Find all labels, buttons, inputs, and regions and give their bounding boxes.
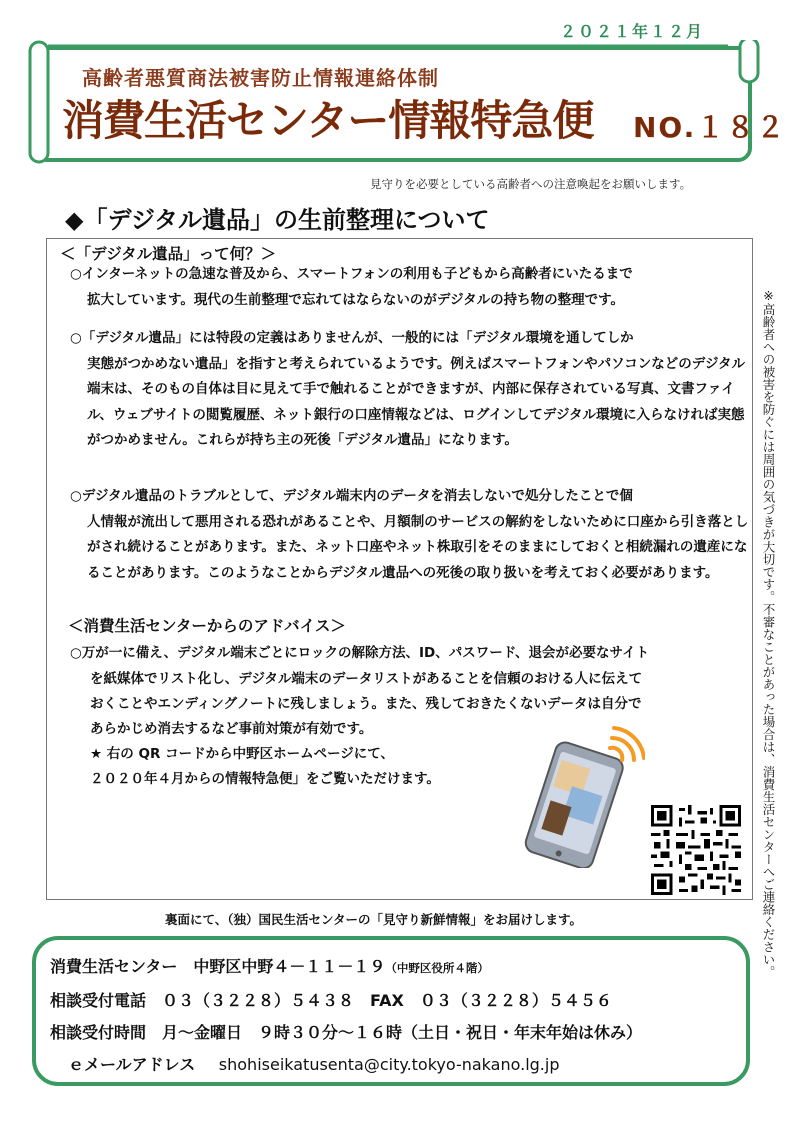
advice-line: を紙媒体でリスト化し、デジタル端末のデータリストがあることを信頼のおける人に伝えて	[90, 671, 643, 687]
paragraph-1	[70, 262, 750, 313]
back-page-note: 裏面にて、（独）国民生活センターの「見守り新鮮情報」をお届けします。	[165, 912, 583, 927]
issue-date: ２０２１年１２月	[560, 22, 705, 41]
top-note: 見守りを必要としている高齢者への注意喚起をお願いします。	[370, 177, 692, 191]
section-title-advice: ＜消費生活センターからのアドバイス＞	[68, 617, 346, 635]
email-address[interactable]: shohiseikatusenta@city.tokyo-nakano.lg.jp	[218, 1055, 560, 1074]
consultation-hours: 相談受付時間 月～金曜日 ９時３０分～１６時（土日・祝日・年末年始は休み）	[50, 1023, 643, 1042]
qr-code-icon[interactable]	[651, 805, 741, 895]
paragraph-1-first: ○インターネットの急速な普及から、スマートフォンの利用も子どもから高齢者にいたるまで	[70, 266, 633, 282]
paragraph-1-rest: 拡大しています。現代の生前整理で忘れてはならないのがデジタルの持ち物の整理です。	[87, 291, 625, 308]
email-row	[68, 1052, 560, 1075]
phone-fax: 相談受付電話 ０３（３２２８）５４３８ FAX ０３（３２２８）５４５６	[50, 991, 612, 1010]
paragraph-3	[70, 484, 750, 586]
advice-line: おくことやエンディングノートに残しましょう。また、残しておきたくないデータは自分で	[90, 696, 642, 712]
subtitle: 高齢者悪質商法被害防止情報連絡体制	[82, 66, 439, 90]
advice-line: ○万が一に備え、デジタル端末ごとにロックの解除方法、ID、パスワード、退会が必要なサイト	[70, 645, 650, 661]
main-title: 消費生活センター情報特急便	[62, 96, 594, 145]
qr-guide-line: ２０２０年４月からの情報特急便」をご覧いただけます。	[90, 771, 440, 787]
center-address-main: 消費生活センター 中野区中野４－１１－１９	[50, 957, 386, 976]
section-title-what: ＜「デジタル遺品」って何？＞	[60, 245, 277, 263]
paragraph-2-rest: 実態がつかめない遺品」を指すと考えられているようです。例えばスマートフォンやパソコンなどのデジタル端末は、そのもの自体は目に見えて手で触れることができますが、内部に保存されている写真、文書ファイル、ウェブサイトの閲覧履歴、ネット銀行の口座情報などは、ログインしてデジタル環境に入らなければ実態がつかめません。これらが持ち主の死後「デジタル遺品」になります。	[87, 355, 745, 448]
article-heading: ◆「デジタル遺品」の生前整理について	[65, 206, 490, 234]
email-label: ｅメールアドレス	[68, 1055, 196, 1074]
issue-number: NO.１８２	[633, 111, 787, 144]
paragraph-3-rest: 人情報が流出して悪用される恐れがあることや、月額制のサービスの解約をしないために口座から引き落としがされ続けることがあります。また、ネット口座やネット株取引をそのままにしておくと相続漏れの遺産になることがあります。このようなことからデジタル遺品への死後の取り扱いを考えておく必要があります。	[87, 513, 749, 581]
paragraph-2-first: ○「デジタル遺品」には特段の定義はありませんが、一般的には「デジタル環境を通してしか	[70, 330, 634, 346]
paragraph-3-first: ○デジタル遺品のトラブルとして、デジタル端末内のデータを消去しないで処分したことで個	[70, 488, 633, 504]
paragraph-2	[70, 326, 750, 454]
qr-guide-line: ★ 右の QR コードから中野区ホームページにて、	[90, 746, 395, 762]
center-address-sub: （中野区役所４階）	[385, 961, 489, 975]
advice-line: あらかじめ消去するなど事前対策が有効です。	[90, 721, 373, 737]
smartphone-illustration	[515, 718, 645, 868]
vertical-side-note: ※高齢者への被害を防ぐには周囲の気づきが大切です。不審なことがあった場合は、消費生活センターへご連絡ください。	[761, 288, 776, 978]
center-address	[50, 954, 489, 977]
